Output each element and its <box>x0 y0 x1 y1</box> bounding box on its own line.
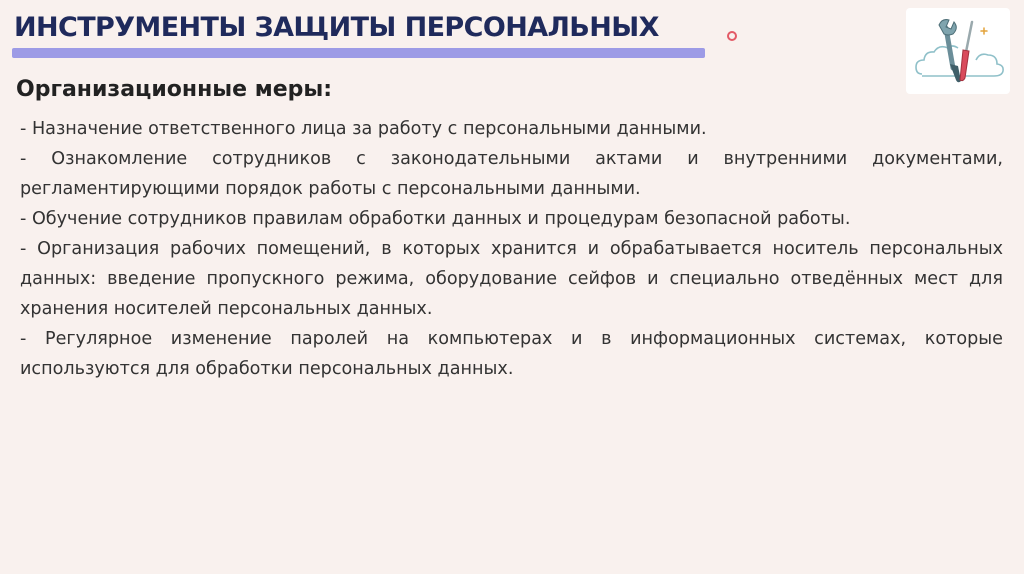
slide-title: ИНСТРУМЕНТЫ ЗАЩИТЫ ПЕРСОНАЛЬНЫХ <box>14 12 659 43</box>
tools-cloud-icon <box>906 8 1010 94</box>
list-item: - Организация рабочих помещений, в которых хранится и обрабатывается носитель персональных данных: введение пропускного режима, оборудование сейфов и специально отведённых мест для хранения носителей персональных данных. <box>20 239 1003 319</box>
list-item: - Регулярное изменение паролей на компьютерах и в информационных системах, которые используются для обработки персональных данных. <box>20 329 1003 379</box>
list-item: - Назначение ответственного лица за работу с персональными данными. <box>20 119 707 139</box>
tools-cloud-illustration <box>906 8 1010 94</box>
decorative-circle-icon <box>727 31 737 41</box>
list-item: - Ознакомление сотрудников с законодательными актами и внутренними документами, регламентирующими порядок работы с персональными данными. <box>20 149 1003 199</box>
title-underline-bar <box>12 48 705 58</box>
measures-list <box>20 114 1003 384</box>
section-heading: Организационные меры: <box>16 77 333 102</box>
list-item: - Обучение сотрудников правилам обработки данных и процедурам безопасной работы. <box>20 209 851 229</box>
